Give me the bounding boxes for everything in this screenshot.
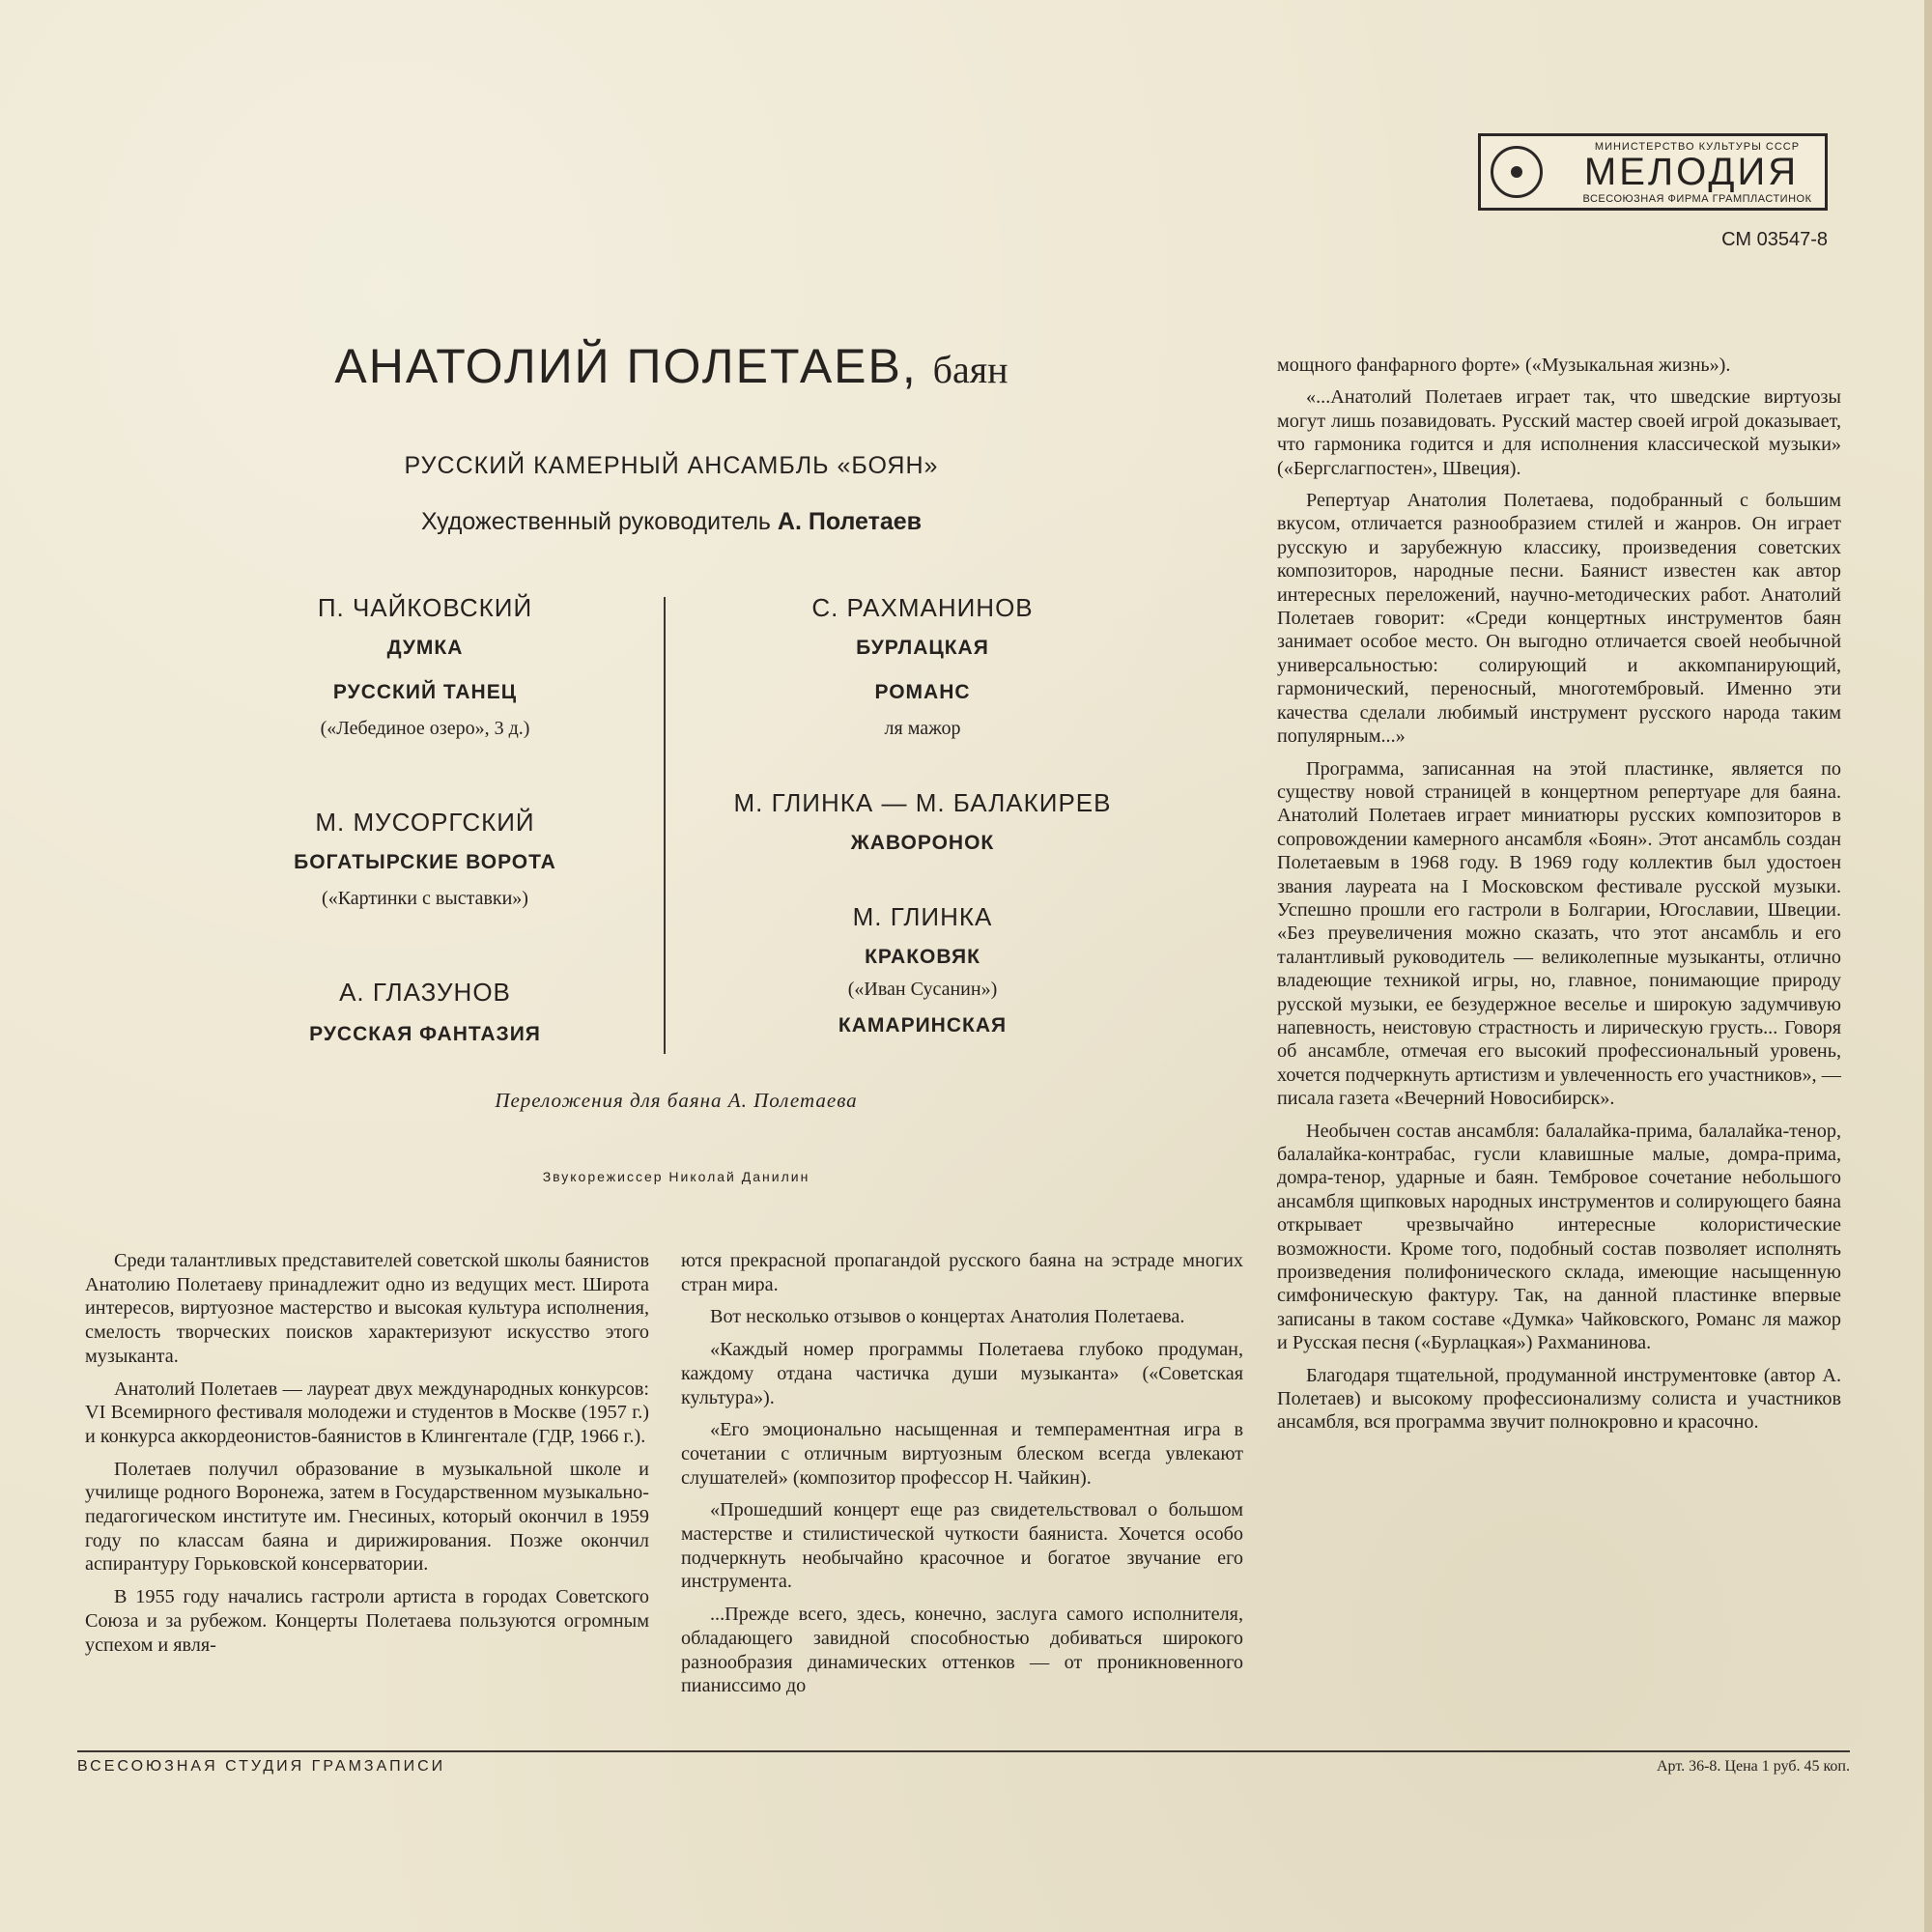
logo-brand: МЕЛОДИЯ <box>1583 151 1800 193</box>
liner-notes-column-2 <box>681 1249 1243 1707</box>
footer-rule <box>77 1750 1850 1752</box>
paragraph: Вот несколько отзывов о концертах Анатолия Полетаева. <box>710 1306 1185 1328</box>
work-title: РУССКИЙ ТАНЕЦ <box>332 681 518 703</box>
paragraph: В 1955 году начались гастроли артиста в городах Советского Союза и за рубежом. Концерты Полетаева пользуются огромным успехом и явля- <box>85 1586 649 1656</box>
composer: П. ЧАЙКОВСКИЙ <box>317 593 533 622</box>
composer: А. ГЛАЗУНОВ <box>339 978 511 1007</box>
paragraph: Анатолий Полетаев — лауреат двух международных конкурсов: VI Всемирного фестиваля молодежи и студентов в Москве (1957 г.) и конкурса аккордеонистов-баянистов в Клингентале (ГДР, 1966 г.). <box>85 1378 649 1447</box>
ensemble-name: РУССКИЙ КАМЕРНЫЙ АНСАМБЛЬ «БОЯН» <box>404 452 939 479</box>
director-prefix: Художественный руководитель <box>420 508 771 535</box>
work-title: РУССКАЯ ФАНТАЗИЯ <box>309 1023 541 1045</box>
program-divider <box>664 597 666 1054</box>
sound-engineer-credit: Звукорежиссер Николай Данилин <box>542 1169 810 1184</box>
program-left-tchaikovsky <box>213 593 638 740</box>
paragraph: ...Прежде всего, здесь, конечно, заслуга самого исполнителя, обладающего завидной способностью добиваться широкого разнообразия динамических оттенков — от проникновенного пианиссимо до <box>681 1604 1243 1697</box>
work-note: («Иван Сусанин») <box>847 979 998 1000</box>
liner-notes-column-1 <box>85 1249 649 1665</box>
paragraph: «Прошедший концерт еще раз свидетельствовал о большом мастерстве и стилистической чуткости баяниста. Хочется особо подчеркнуть необычайно красочное и богатое звучание его инструмента. <box>681 1499 1243 1593</box>
price-info: Арт. 36-8. Цена 1 руб. 45 коп. <box>1656 1758 1850 1775</box>
artist-name: АНАТОЛИЙ ПОЛЕТАЕВ, <box>334 339 918 393</box>
work-title: БОГАТЫРСКИЕ ВОРОТА <box>294 851 556 873</box>
melodiya-logo <box>1478 133 1828 211</box>
work-title: КРАКОВЯК <box>865 946 980 968</box>
director-name: А. Полетаев <box>777 508 923 535</box>
composer: М. ГЛИНКА — М. БАЛАКИРЕВ <box>733 788 1112 817</box>
paragraph: мощного фанфарного форте» («Музыкальная жизнь»). <box>1277 355 1731 376</box>
program-left-glazunov <box>213 978 638 1046</box>
work-title: БУРЛАЦКАЯ <box>856 637 989 659</box>
paragraph: «Его эмоционально насыщенная и темпераментная игра в сочетании с отличным виртуозным блеском всегда увлекают слушателей» (композитор профессор Н. Чайкин). <box>681 1419 1243 1489</box>
paragraph: Благодаря тщательной, продуманной инструментовке (автор А. Полетаев) и высокому профессионализму солиста и участников ансамбля, вся программа звучит полнокровно и красочно. <box>1277 1364 1841 1434</box>
work-title: КАМАРИНСКАЯ <box>838 1014 1008 1037</box>
arrangements-credit: Переложения для баяна А. Полетаева <box>495 1089 858 1112</box>
paragraph: Среди талантливых представителей советской школы баянистов Анатолию Полетаеву принадлежит одно из ведущих мест. Широта интересов, виртуозное мастерство и высокая культура исполнения, смелость творческих поисков характеризуют искусство этого музыканта. <box>85 1250 649 1367</box>
program-right-glinka-balakirev <box>705 788 1140 855</box>
paragraph: Программа, записанная на этой пластинке, является по существу новой страницей в концертном репертуаре для баяна. Анатолий Полетаев играет миниатюры русских композиторов в сопровождении камерного ансамбля «Боян». Этот ансамбль создан Полетаевым в 1968 году. В 1969 году коллектив был удостоен звания лауреата на I Московском фестивале русской музыки. Успешно прошли его гастроли в Болгарии, Югославии, Швеции. «Без преувеличения можно сказать, что этот ансамбль и его талантливый руководитель — великолепные музыканты, отлично владеющие техникой игры, но, главное, понимающие природу русской музыки, ее безудержное веселье и широкую задумчивую напевность, неистовую страстность и лирическую грусть... Говоря об ансамбле, отмечая его высокий профессиональный уровень, хочется подчеркнуть артистизм и увлеченность его участников», — писала газета «Вечерний Новосибирск». <box>1277 757 1841 1110</box>
page-title <box>270 338 1072 394</box>
paragraph: Необычен состав ансамбля: балалайка-прима, балалайка-тенор, балалайка-контрабас, гусли клавишные малые, домра-прима, домра-тенор, ударные и баян. Тембровое сочетание небольшого ансамбля щипковых народных инструментов и солирующего баяна открывает чрезвычайно интересные колористические возможности. Кроме того, подобный состав позволяет исполнять произведения полифонического склада, имеющие насыщенную симфоническую фактуру. Так, на данной пластинке впервые записаны в таком составе «Думка» Чайковского, Романс ля мажор и Русская песня («Бурлацкая») Рахманинова. <box>1277 1120 1841 1354</box>
paragraph: ются прекрасной пропагандой русского баяна на эстраде многих стран мира. <box>681 1250 1243 1295</box>
program-left-mussorgsky <box>213 808 638 910</box>
composer: М. МУСОРГСКИЙ <box>315 808 535 837</box>
program-right-glinka <box>705 902 1140 1037</box>
paragraph: «...Анатолий Полетаев играет так, что шведские виртуозы могут лишь позавидовать. Русский мастер своей игрой доказывает, что гармоника годится и для исполнения классической музыки» («Бергслагпостен», Швеция). <box>1277 386 1841 479</box>
work-title: ЖАВОРОНОК <box>850 832 995 854</box>
work-title: РОМАНС <box>874 681 971 703</box>
composer: М. ГЛИНКА <box>852 902 993 931</box>
paragraph: Репертуар Анатолия Полетаева, подобранный с большим вкусом, отличается разнообразием стилей и жанров. Он играет русскую и зарубежную классику, произведения советских композиторов, народные песни. Баянист известен как автор интересных переложений, научно-методических работ. Анатолий Полетаев говорит: «Среди концертных инструментов баян занимает особое место. Он выгодно отличается своей необычной универсальностью: солирующий и аккомпанирующий, гармонический, переносный, многотембровый. Именно эти качества сделали любимый инструмент русского народа таким популярным...» <box>1277 490 1841 748</box>
program-right-rachmaninov <box>705 593 1140 740</box>
work-title: ДУМКА <box>386 637 464 659</box>
record-disc-icon <box>1491 146 1543 198</box>
composer: С. РАХМАНИНОВ <box>811 593 1034 622</box>
catalog-number: СМ 03547-8 <box>1721 229 1828 250</box>
studio-name: ВСЕСОЮЗНАЯ СТУДИЯ ГРАМЗАПИСИ <box>77 1758 446 1775</box>
liner-notes-column-3 <box>1277 354 1841 1443</box>
work-note: («Картинки с выставки») <box>322 888 528 909</box>
paragraph: Полетаев получил образование в музыкальной школе и училище родного Воронежа, затем в Государственном музыкально-педагогическом институте им. Гнесиных, который окончил в 1959 году по классам баяна и дирижирования. Позже окончил аспирантуру Горьковской консерватории. <box>85 1458 649 1576</box>
work-note: («Лебединое озеро», 3 д.) <box>320 718 530 739</box>
artist-instrument: баян <box>932 348 1009 391</box>
artistic-director <box>270 508 1072 536</box>
logo-firm: ВСЕСОЮЗНАЯ ФИРМА ГРАМПЛАСТИНОК <box>1582 193 1812 205</box>
work-note: ля мажор <box>884 718 961 739</box>
logo-ministry: МИНИСТЕРСТВО КУЛЬТУРЫ СССР <box>1594 141 1801 153</box>
paragraph: «Каждый номер программы Полетаева глубоко продуман, каждому отдана частичка души музыканта» («Советская культура»). <box>681 1339 1243 1408</box>
